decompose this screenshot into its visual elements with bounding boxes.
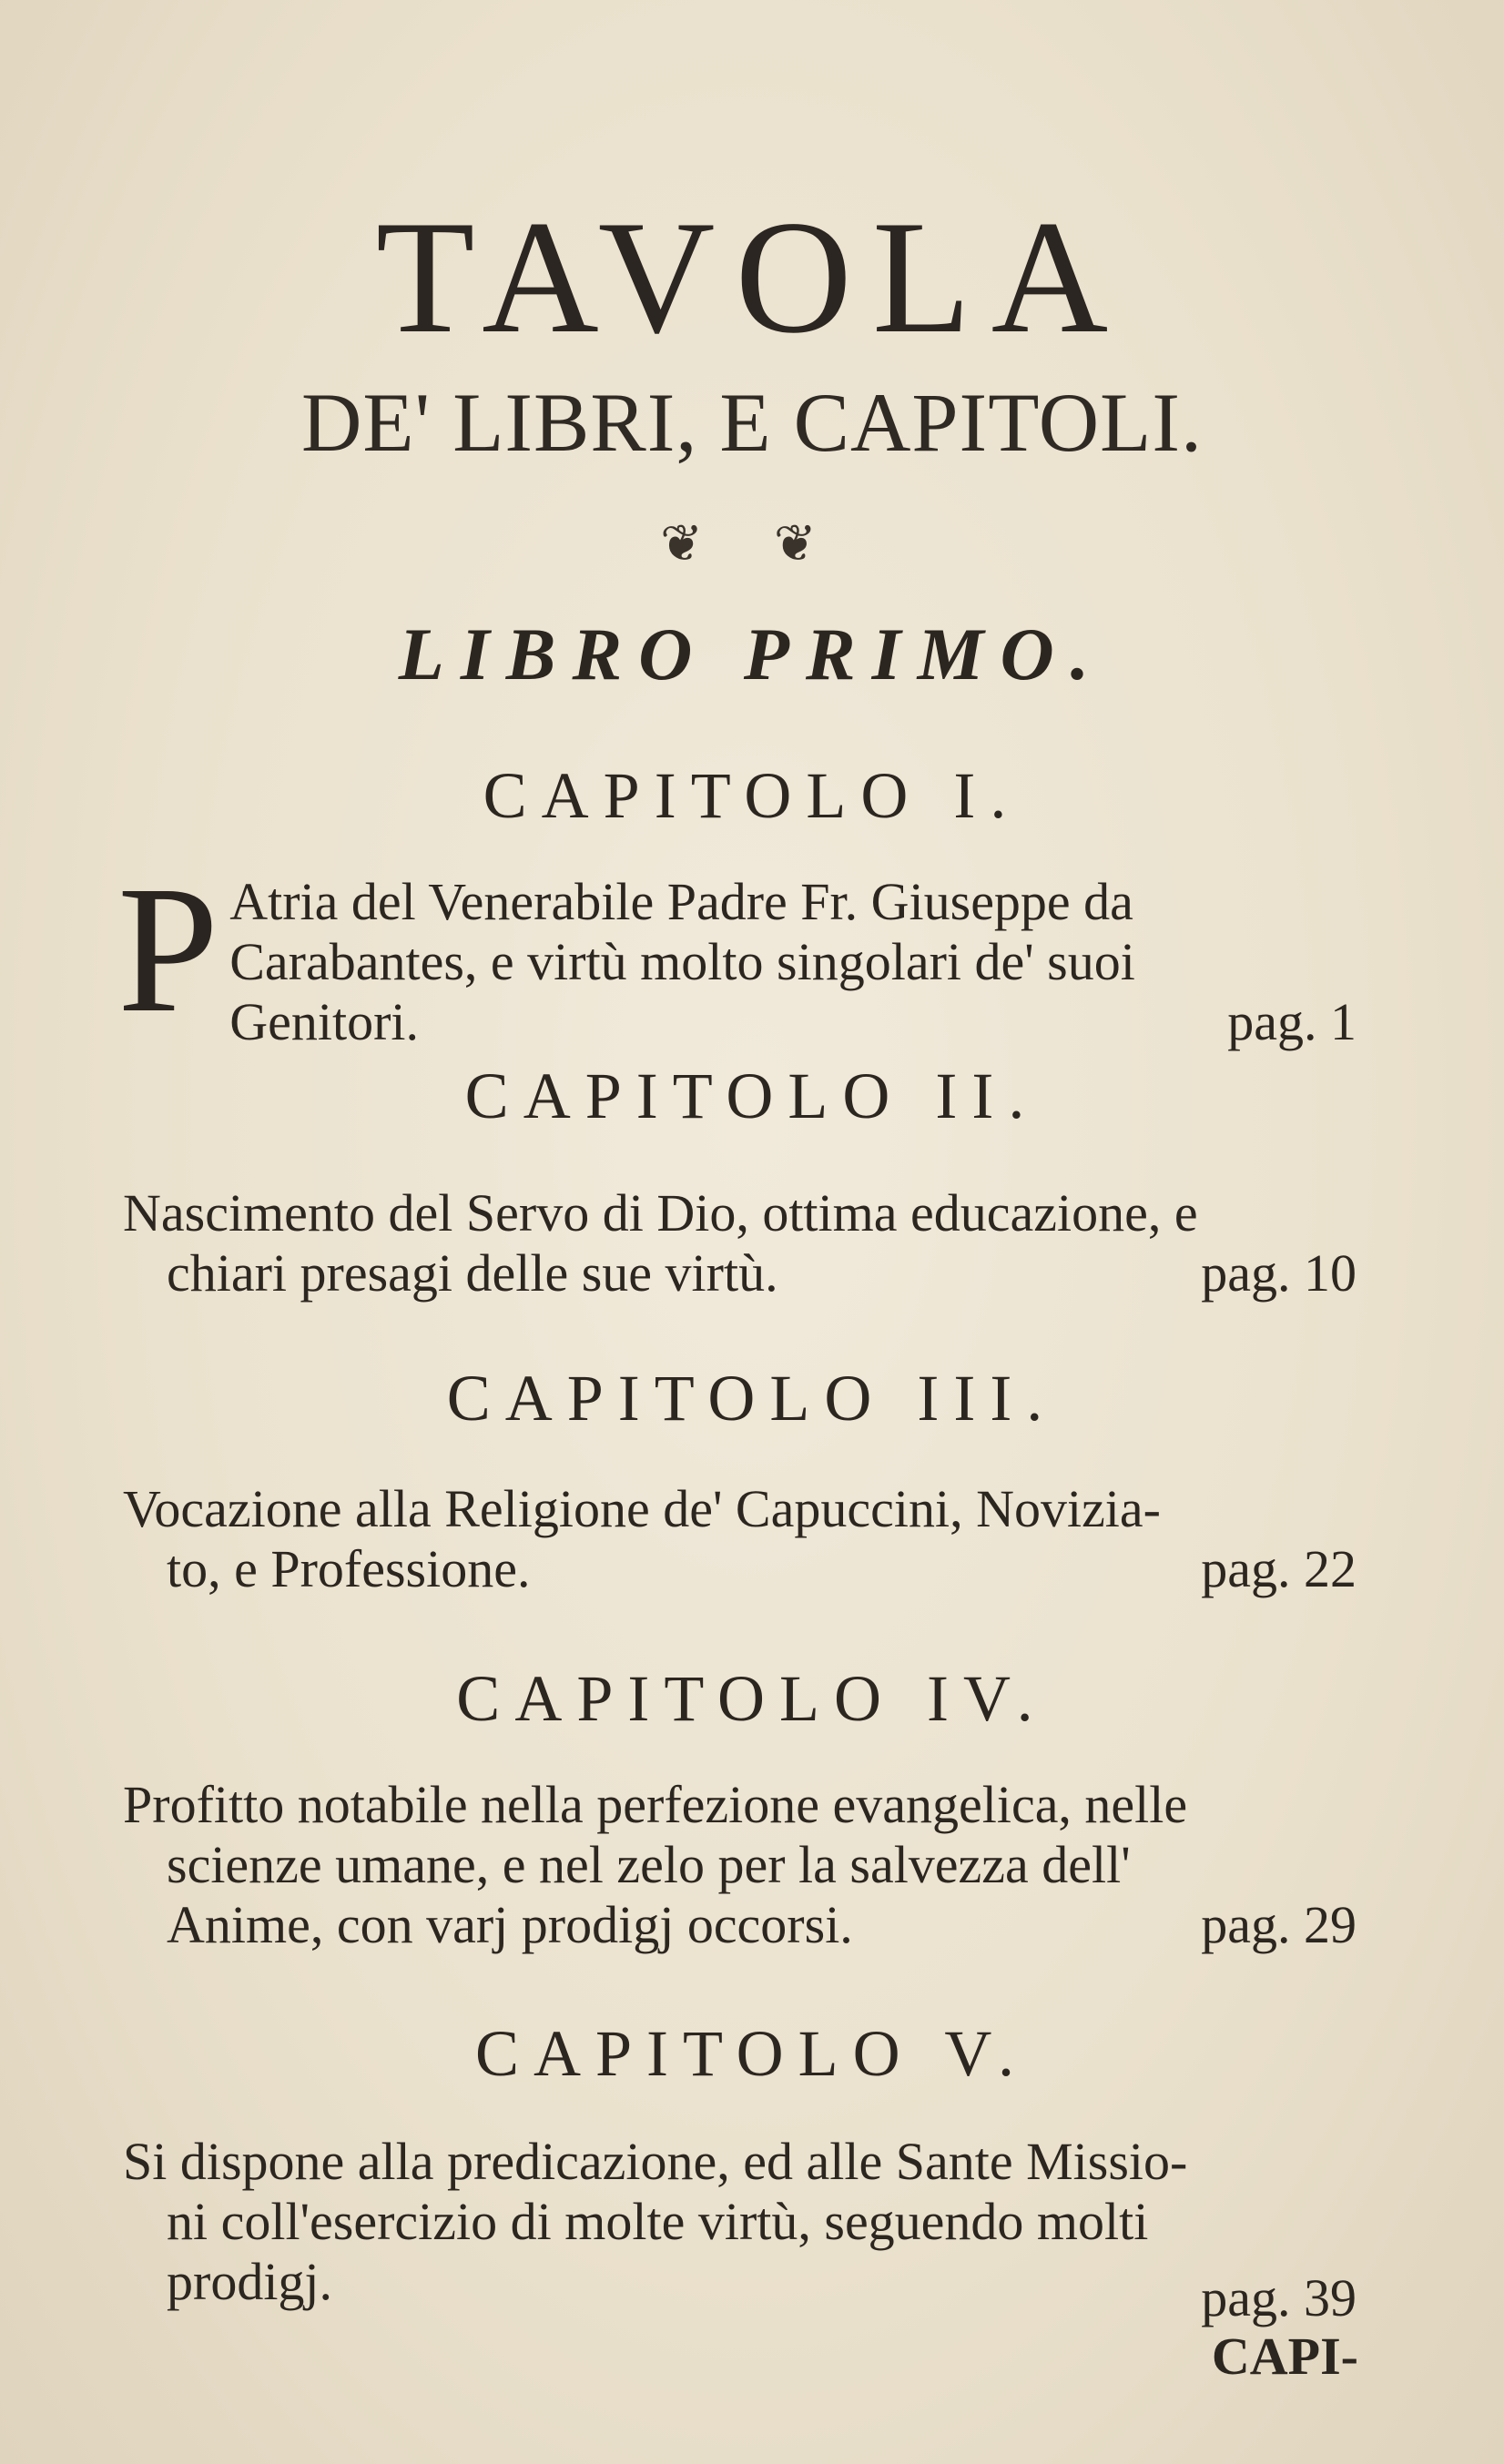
page-number: pag. 1 — [1227, 992, 1357, 1051]
chapter-heading: CAPITOLO II. — [464, 1060, 1040, 1132]
chapter-heading: CAPITOLO I. — [483, 759, 1021, 832]
page-number: pag. 29 — [1201, 1895, 1357, 1954]
drop-cap: P — [117, 849, 219, 1050]
catchword: CAPI- — [1211, 2327, 1358, 2386]
entry-line: scienze umane, e nel zelo per la salvezza dell' — [167, 1835, 1131, 1894]
chapter-entry — [117, 849, 1357, 1052]
entry-line: Vocazione alla Religione de' Capuccini, Novizia- — [123, 1479, 1161, 1538]
entry-line: prodigj. — [167, 2252, 333, 2311]
page-number: pag. 39 — [1201, 2268, 1357, 2327]
page-number: pag. 22 — [1201, 1539, 1357, 1598]
ornament-icon: ❦ ❦ — [660, 514, 844, 573]
chapter-heading: CAPITOLO III. — [446, 1362, 1058, 1435]
entry-line: chiari presagi delle sue virtù. — [167, 1243, 778, 1303]
page-subtitle: DE' LIBRI, E CAPITOLI. — [300, 376, 1204, 469]
chapter-entry — [123, 1183, 1357, 1303]
page-number: pag. 10 — [1201, 1243, 1357, 1303]
chapter-entry — [123, 1775, 1357, 1955]
entry-line: Carabantes, e virtù molto singolari de' suoi — [229, 932, 1135, 991]
chapter-entry — [123, 2132, 1357, 2327]
entry-line: ni coll'esercizio di molte virtù, seguendo molti — [167, 2192, 1149, 2251]
page-title: TAVOLA — [375, 187, 1129, 367]
book-heading: LIBRO PRIMO. — [398, 613, 1106, 695]
chapter-entry — [123, 1479, 1357, 1599]
entry-line: Atria del Venerabile Padre Fr. Giuseppe da — [229, 872, 1133, 931]
entry-line: Si dispone alla predicazione, ed alle Sante Missio- — [123, 2132, 1188, 2191]
entry-line: to, e Professione. — [167, 1539, 531, 1598]
chapter-heading: CAPITOLO IV. — [456, 1662, 1048, 1735]
entry-line: Profitto notabile nella perfezione evangelica, nelle — [123, 1775, 1188, 1834]
entry-line: Nascimento del Servo di Dio, ottima educazione, e — [123, 1183, 1198, 1242]
entry-line: Genitori. — [229, 992, 420, 1051]
entry-line: Anime, con varj prodigj occorsi. — [167, 1895, 853, 1954]
chapter-heading: CAPITOLO V. — [474, 2017, 1030, 2090]
